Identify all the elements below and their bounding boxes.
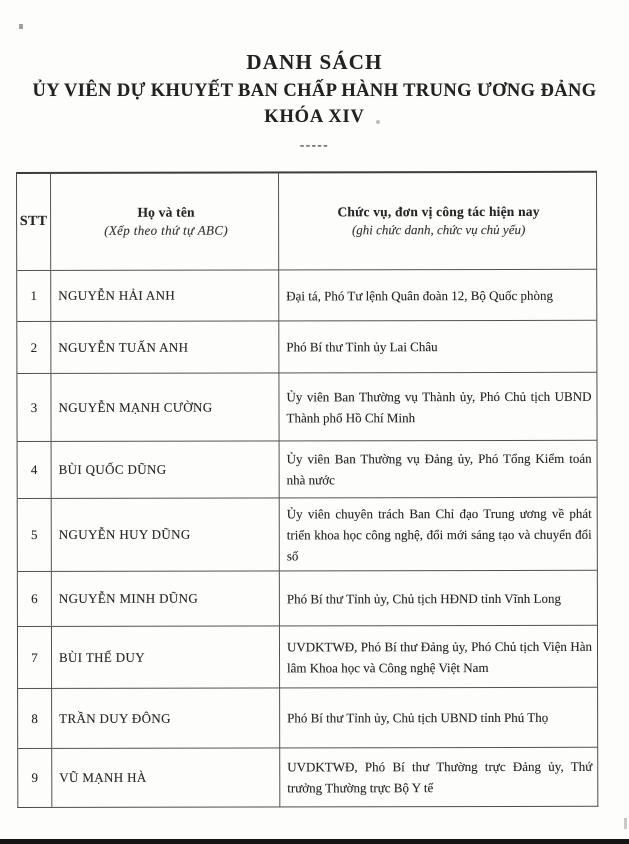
header-position-main: Chức vụ, đơn vị công tác hiện nay [337, 203, 540, 220]
member-position: Đại tá, Phó Tư lệnh Quân đoàn 12, Bộ Quốc phòng [286, 287, 554, 303]
table-body [17, 270, 597, 807]
table-row [17, 270, 596, 322]
scan-edge-band [0, 839, 629, 844]
scan-speck [19, 24, 23, 29]
document-subtitle: ỦY VIÊN DỰ KHUYẾT BAN CHẤP HÀNH TRUNG ƯƠNG ĐẢNG [32, 81, 597, 101]
table-row [18, 688, 597, 749]
member-position: Ủy viên chuyên trách Ban Chỉ đạo Trung ương về phát triển khoa học công nghệ, đổi mới sáng tạo và chuyển đổi số [286, 505, 592, 563]
header-name-sub: (Xếp theo thứ tự ABC) [104, 222, 229, 238]
table-row [18, 748, 597, 807]
row-number: 2 [17, 322, 51, 373]
member-name: TRẦN DUY ĐÔNG [52, 688, 280, 747]
member-position: Phó Bí thư Tỉnh ủy Lai Châu [286, 339, 438, 355]
row-number: 4 [18, 442, 52, 498]
header-name [51, 173, 279, 269]
header-stt: STT [17, 174, 51, 270]
row-number: 9 [18, 749, 52, 807]
document-header [0, 50, 629, 153]
table-row [18, 571, 597, 627]
table-row [18, 441, 597, 499]
scan-speck [376, 120, 380, 124]
member-position: Phó Bí thư Tỉnh ủy, Chủ tịch UBND tỉnh Phú Thọ [287, 709, 549, 726]
member-name: NGUYỄN HẢI ANH [51, 270, 279, 320]
member-position: Ủy viên Ban Thường vụ Thành ủy, Phó Chủ tịch UBND Thành phố Hồ Chí Minh [286, 388, 592, 425]
header-position [279, 173, 596, 270]
member-name: VŨ MẠNH HÀ [52, 748, 280, 806]
table-header-row [17, 173, 596, 271]
table-row [17, 373, 596, 442]
member-position: UVDKTWĐ, Phó Bí thư Đảng ủy, Phó Chủ tịch Viện Hàn lâm Khoa học và Công nghệ Việt Nam [286, 638, 593, 675]
member-position: Ủy viên Ban Thường vụ Đảng ủy, Phó Tổng Kiểm toán nhà nước [286, 450, 592, 488]
row-number: 3 [17, 374, 51, 441]
header-name-main: Họ và tên [137, 204, 195, 220]
table-row [18, 626, 597, 689]
row-number: 7 [18, 627, 52, 688]
member-name: BÙI QUỐC DŨNG [52, 441, 280, 497]
members-table [16, 171, 598, 808]
table-row [17, 321, 596, 374]
member-position: UVDKTWĐ, Phó Bí thư Thường trực Đảng ủy, Thứ trưởng Thường trực Bộ Y tế [287, 758, 593, 796]
member-name: NGUYỄN MINH DŨNG [52, 571, 280, 625]
member-position: Phó Bí thư Tỉnh ủy, Chủ tịch HĐND tỉnh Vĩnh Long [286, 590, 561, 606]
member-name: NGUYỄN TUẤN ANH [51, 321, 279, 372]
table-row [18, 498, 597, 572]
row-number: 6 [18, 572, 52, 626]
member-name: NGUYỄN HUY DŨNG [52, 498, 280, 570]
document-term: KHÓA XIV [264, 107, 365, 127]
row-number: 1 [17, 271, 51, 321]
row-number: 8 [18, 689, 52, 748]
member-name: NGUYỄN MẠNH CƯỜNG [51, 373, 279, 440]
title-divider: ----- [299, 137, 330, 152]
header-position-sub: (ghi chức danh, chức vụ chủ yếu) [351, 221, 526, 238]
row-number: 5 [18, 499, 52, 571]
document-title: DANH SÁCH [246, 50, 383, 74]
member-name: BÙI THẾ DUY [52, 626, 280, 687]
scan-artifact [624, 818, 627, 829]
